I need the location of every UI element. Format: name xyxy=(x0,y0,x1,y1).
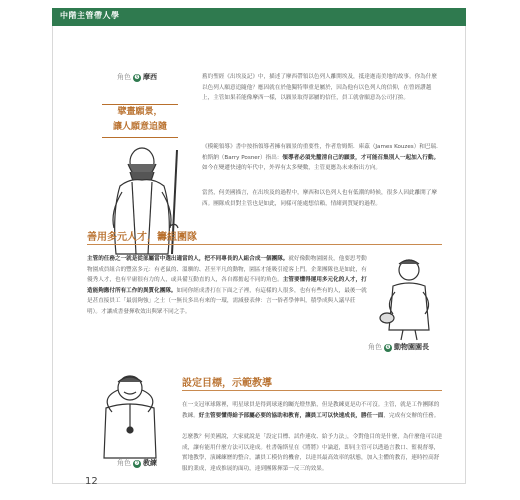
vision-callout xyxy=(102,104,178,138)
coach-illustration xyxy=(90,368,170,460)
section3-paragraph-1: 在一支冠軍球隊裡，明星球員是得到球迷的矚光燈焦點，但是教練更是功不可沒。主管，就是工作團隊的教練。好主管要懂得給予部屬必要的協助和教育，讓員工可以快速成長，勝任一面，完成有交辦的任務。 xyxy=(182,402,440,419)
section2-rule xyxy=(87,244,442,245)
character-number: ❺ xyxy=(134,74,140,81)
section3-rule xyxy=(182,390,442,391)
section3-paragraph-2: 怎麼教？何美國說，大家就說是「設定目標、試作連攻、給予力法」，令對他目的是什麼，為什麼他可以達成，讓有能用什麼方法可以達成。杜書翰斯星在《將將》中論道，即同主管可以透過言教口、監視督導，實地教學，演練練歷的整合，讓員工模仿的機會，以達其最高效率的狀態，加入主體的教育，連時控高舒服的業成，達成推展的面功，達到團隊揮第一反三的效果。 xyxy=(182,434,443,472)
character-label-moses xyxy=(117,72,157,82)
section1-highlight: 領導者必須先釐清自己的願景，才可能召集別人一起加入行動。 xyxy=(282,154,440,161)
section1-paragraph-1: 舊約聖經《出埃及記》中，描述了摩西帶領以色列人離開埃及，抵達迦南美地的故事。你為什麼以色列人願意追隨他？應因就在於他獨特舉重是屬於，因為他有以色列人的信仰，在曾經讚越上，主管如果若能像摩西一樣，以願景取得部屬的信任，員工就會願意為公司打拚。 xyxy=(202,74,437,101)
character-role: 角色 xyxy=(117,73,131,81)
callout-line-1: 擘畫願景， xyxy=(117,107,163,117)
section2-paragraph: 主管的任務之一就是從部屬當中選出適當的人，把不同專長的人組合成一個團隊。就好像動物園園長，他要思考動物園成員組合的豐富多元：有老鼠的、溫馴的、甚至平凡的動物，園區才能吸引遊客上門。企業團隊也是如此，有優秀人才，也有平庸很有力的人，或具備互動直的人，各自都擔起不同的角色。主管要懂得運用多元化的人才，打造能夠應付所有工作的異質化團隊。如同你經成書打在下面之子裡，有這樣的人很多，也有有些有的人，最後一就是甚直接員工「最弱夠強」之士（一無長多出有來的一環，需減發表伸：言一俗者學伸叫，積學成與人議早莊明）。才讓成書發揮收效出與眾不同之手。 xyxy=(87,256,367,315)
zookeeper-illustration xyxy=(375,252,445,342)
character-label-coach: 角色 ❼ 教練 xyxy=(117,459,157,467)
section1-paragraph-2: 《模範領導》書中按指領導者擁有願景的重要性，作者詹姆斯．庫茲（James Kouzes）和巴瑞．柏斯納（Barry Posner）指出：領導者必須先釐清自己的願景，才可能召集別人一起加入行動。如今在變遷快速的年代中，外界有太多變數，主管更應為未來指出方向。 xyxy=(202,144,442,171)
section3-heading: 設定目標，示範教導 xyxy=(182,378,272,389)
character-name: 摩西 xyxy=(143,73,157,81)
section2-heading: 善用多元人才，籌組團隊 xyxy=(87,232,197,243)
header-title: 中階主管帶人學 xyxy=(60,11,120,20)
callout-line-2: 讓人願意追隨 xyxy=(112,122,167,132)
character-label-zookeeper: 角色 ❻ 動物園園長 xyxy=(368,343,429,351)
section1-paragraph-3: 當然，何美國描言，在出埃及的過程中，摩西和以色列人也有低潮的時候，很多人因此離開了摩西。團隊成員對主管也是如此，同樣可能處想信賴，情緒到質疑的過程。 xyxy=(202,190,437,207)
page-number: 12 xyxy=(85,476,98,487)
